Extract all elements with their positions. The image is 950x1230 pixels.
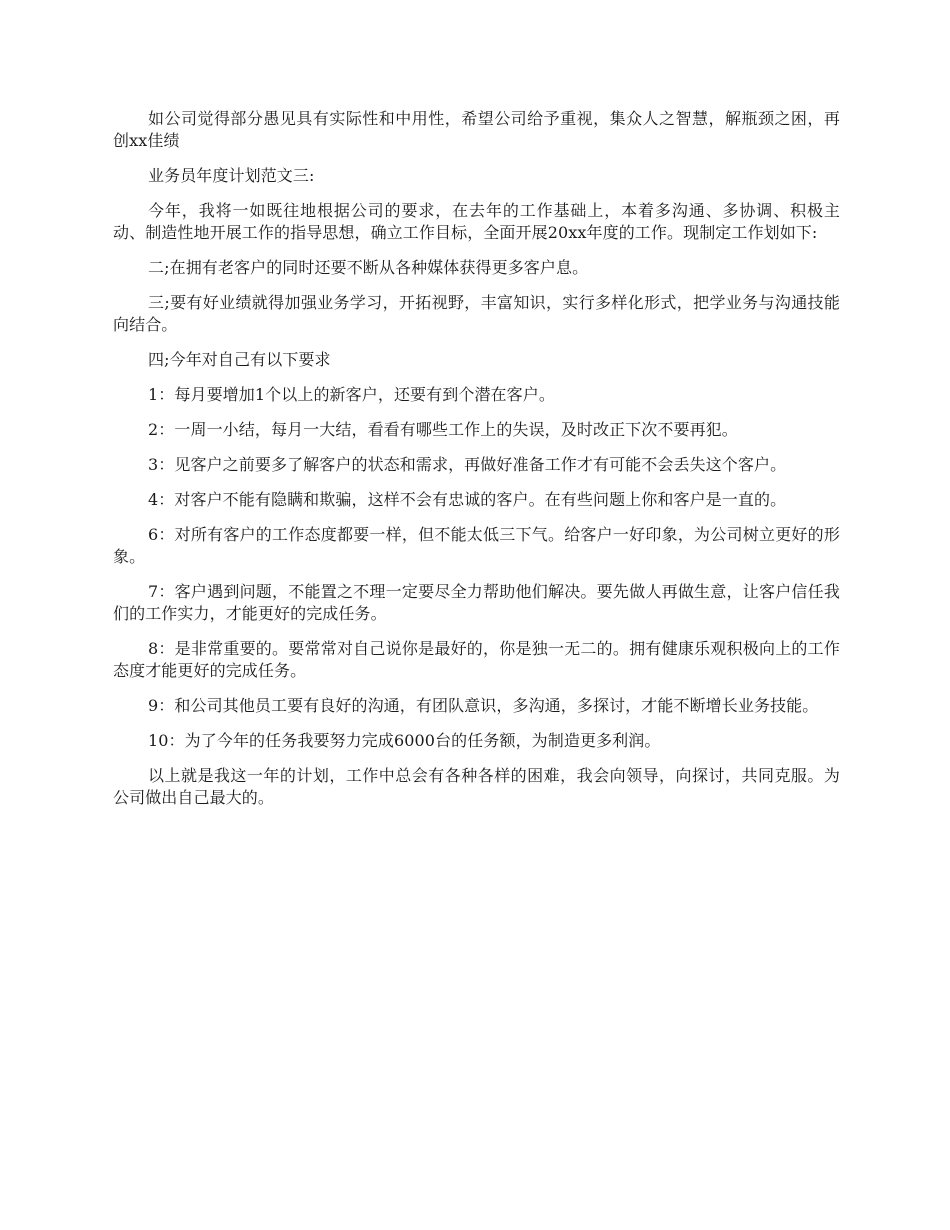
- paragraph-item-2: 二;在拥有老客户的同时还要不断从各种媒体获得更多客户息。: [148, 258, 589, 277]
- requirement-7: 7：客户遇到问题，不能置之不理一定要尽全力帮助他们解决。要先做人再做生意，让客户信任我们的工作实力，才能更好的完成任务。: [113, 582, 840, 623]
- requirement-3: 3：见客户之前要多了解客户的状态和需求，再做好准备工作才有可能不会丢失这个客户。: [148, 455, 787, 474]
- paragraph-section-title: 业务员年度计划范文三:: [148, 166, 315, 185]
- paragraph-intro: 今年，我将一如既往地根据公司的要求，在去年的工作基础上，本着多沟通、多协调、积极主动、制造性地开展工作的指导思想，确立工作目标，全面开展20xx年度的工作。现制定工作划如下:: [113, 201, 840, 242]
- paragraph-item-4: 四;今年对自己有以下要求: [148, 350, 331, 369]
- requirement-9: 9：和公司其他员工要有良好的沟通，有团队意识，多沟通，多探讨，才能不断增长业务技能。: [148, 696, 819, 715]
- requirement-10: 10：为了今年的任务我要努力完成6000台的任务额，为制造更多利润。: [148, 731, 661, 750]
- requirement-2: 2：一周一小结，每月一大结，看看有哪些工作上的失误，及时改正下次不要再犯。: [148, 420, 738, 439]
- requirement-6: 6：对所有客户的工作态度都要一样，但不能太低三下气。给客户一好印象，为公司树立更好的形象。: [113, 525, 840, 566]
- paragraph-item-3: 三;要有好业绩就得加强业务学习，开拓视野，丰富知识，实行多样化形式，把学业务与沟通技能向结合。: [113, 293, 840, 334]
- paragraph-conclusion: 以上就是我这一年的计划，工作中总会有各种各样的困难，我会向领导，向探讨，共同克服。为公司做出自己最大的。: [113, 766, 840, 807]
- paragraph-closing-remark: 如公司觉得部分愚见具有实际性和中用性，希望公司给予重视，集众人之智慧，解瓶颈之困，再创xx佳绩: [113, 109, 840, 150]
- requirement-1: 1：每月要增加1个以上的新客户，还要有到个潜在客户。: [148, 385, 555, 404]
- requirement-8: 8：是非常重要的。要常常对自己说你是最好的，你是独一无二的。拥有健康乐观积极向上的工作态度才能更好的完成任务。: [113, 639, 840, 680]
- requirement-4: 4：对客户不能有隐瞒和欺骗，这样不会有忠诚的客户。在有些问题上你和客户是一直的。: [148, 490, 787, 509]
